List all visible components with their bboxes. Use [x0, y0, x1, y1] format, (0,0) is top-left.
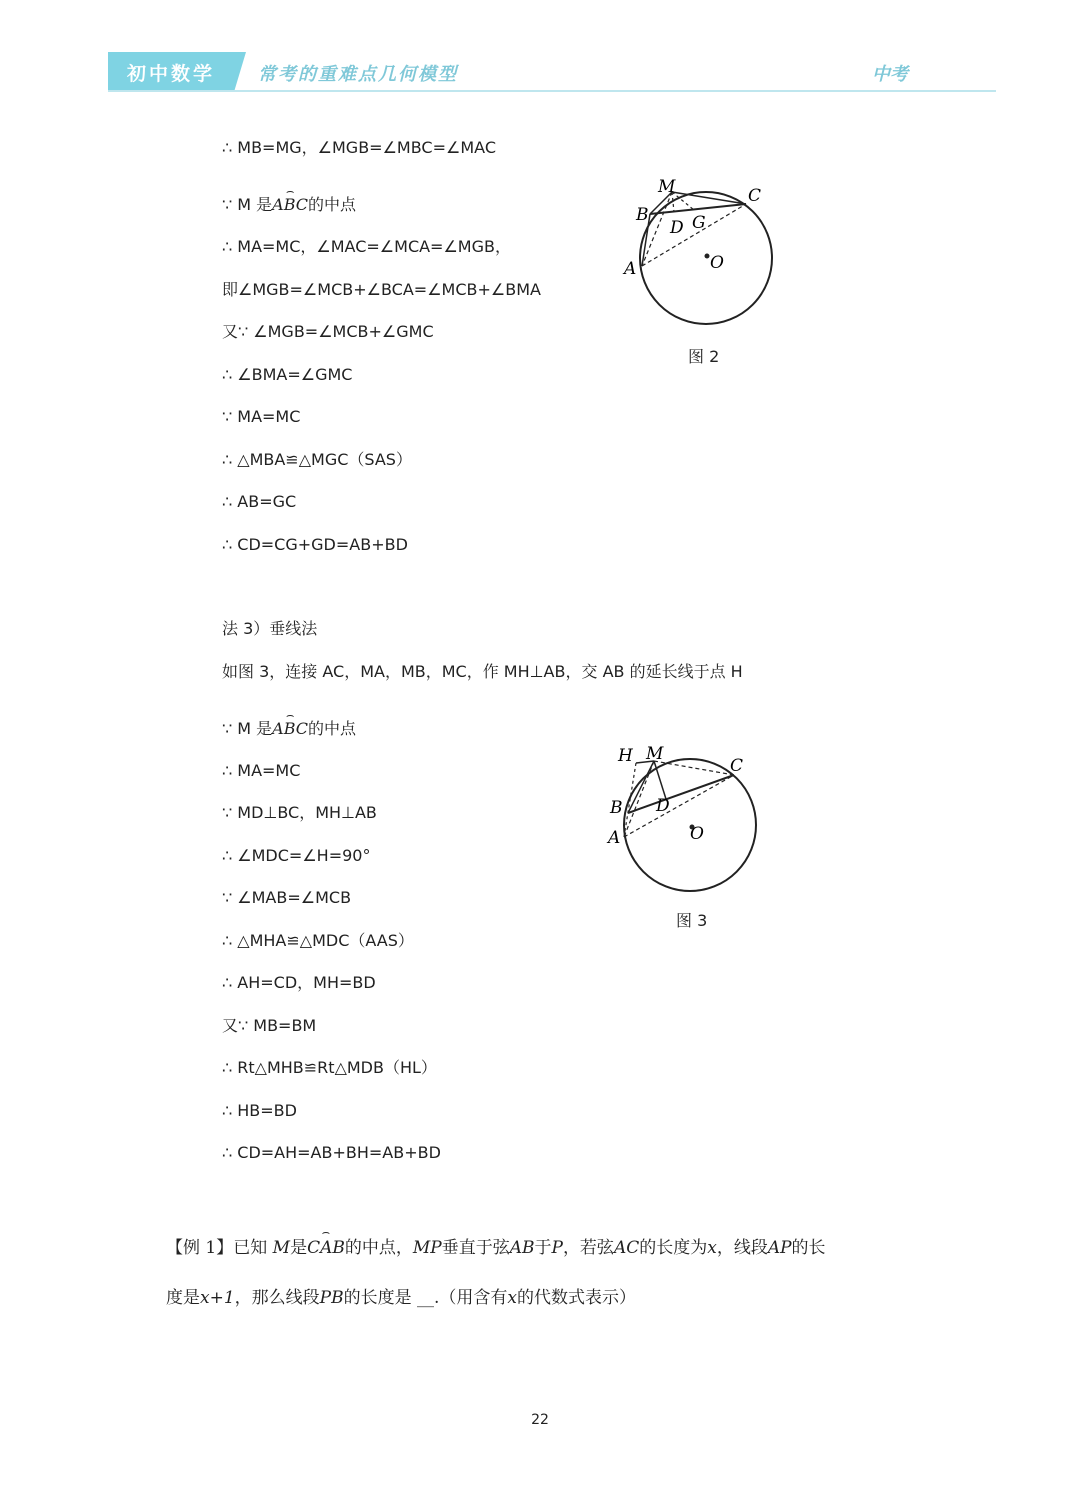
figure-2-caption: 图 2 — [688, 347, 720, 366]
proof3-line-8: 又∵ MB=BM — [222, 1016, 317, 1035]
proof3-line-4: ∴ ∠MDC=∠H=90° — [222, 846, 371, 865]
fig3-label-c: C — [730, 756, 744, 776]
fig2-label-g: G — [692, 213, 706, 233]
figure-2 — [610, 170, 790, 340]
fig3-label-d: D — [656, 796, 670, 816]
figure-3-caption: 图 3 — [676, 911, 708, 930]
fig3-label-a: A — [608, 828, 621, 848]
proof3-line-10: ∴ HB=BD — [222, 1101, 297, 1120]
figure-3 — [600, 735, 770, 905]
fig2-label-m: M — [658, 177, 676, 197]
fig2-center-dot — [705, 254, 710, 259]
example-1-line-2: 度是x+1，那么线段PB的长度是 __.（用含有x的代数式表示） — [166, 1288, 636, 1308]
fig3-label-m: M — [646, 744, 664, 764]
proof2-line-7: ∵ MA=MC — [222, 407, 301, 426]
fig2-label-o: O — [710, 253, 724, 273]
proof2-line-3: ∴ MA=MC，∠MAC=∠MCA=∠MGB， — [222, 237, 511, 256]
proof2-line-1: ∴ MB=MG，∠MGB=∠MBC=∠MAC — [222, 138, 496, 157]
fig2-label-a: A — [624, 259, 637, 279]
header-subtitle: 常考的重难点几何模型 — [258, 64, 458, 85]
fig2-label-c: C — [748, 186, 762, 206]
fig3-label-h: H — [618, 746, 633, 766]
header-tab: 初中数学 — [108, 52, 234, 92]
example-tag: 【例 1】 — [166, 1238, 234, 1258]
proof3-line-6: ∴ △MHA≌△MDC（AAS） — [222, 931, 414, 950]
arc-abc: ⌢ ABC — [272, 195, 308, 214]
proof2-line-5: 又∵ ∠MGB=∠MCB+∠GMC — [222, 322, 434, 341]
proof2-line-4: 即∠MGB=∠MCB+∠BCA=∠MCB+∠BMA — [222, 280, 541, 299]
proof2-line-8: ∴ △MBA≌△MGC（SAS） — [222, 450, 412, 469]
method3-title: 法 3）垂线法 — [222, 619, 318, 638]
fig3-line-ac — [624, 775, 734, 837]
arc-abc-2: ⌢ ABC — [272, 719, 308, 738]
proof2-line-10: ∴ CD=CG+GD=AB+BD — [222, 535, 408, 554]
proof2-line-9: ∴ AB=GC — [222, 492, 297, 511]
fig2-label-d: D — [670, 218, 684, 238]
proof3-line-11: ∴ CD=AH=AB+BH=AB+BD — [222, 1143, 441, 1162]
proof3-line-5: ∵ ∠MAB=∠MCB — [222, 888, 352, 907]
proof3-line-7: ∴ AH=CD，MH=BD — [222, 973, 376, 992]
page-header — [108, 52, 996, 92]
fig3-label-o: O — [690, 824, 704, 844]
fig2-label-b: B — [636, 205, 649, 225]
proof3-line-2: ∴ MA=MC — [222, 761, 301, 780]
proof2-line-2: ∵ M 是⌢ ABC的中点 — [222, 195, 356, 215]
header-divider — [108, 90, 996, 92]
proof3-line-3: ∵ MD⊥BC，MH⊥AB — [222, 803, 377, 822]
page-number: 22 — [531, 1412, 549, 1428]
proof3-line-9: ∴ Rt△MHB≌Rt△MDB（HL） — [222, 1058, 437, 1077]
header-right-label: 中考 — [872, 64, 908, 85]
method3-intro: 如图 3，连接 AC，MA，MB，MC，作 MH⊥AB，交 AB 的延长线于点 H — [222, 662, 743, 681]
proof3-line-1: ∵ M 是⌢ ABC的中点 — [222, 719, 356, 739]
proof2-line-6: ∴ ∠BMA=∠GMC — [222, 365, 353, 384]
arc-cab: ⌢ CAB — [307, 1238, 345, 1258]
fig3-label-b: B — [610, 798, 623, 818]
example-1-line-1: 【例 1】已知 M是⌢ CAB的中点，MP垂直于弦AB于P，若弦AC的长度为x，线段AP的长 — [166, 1233, 826, 1258]
